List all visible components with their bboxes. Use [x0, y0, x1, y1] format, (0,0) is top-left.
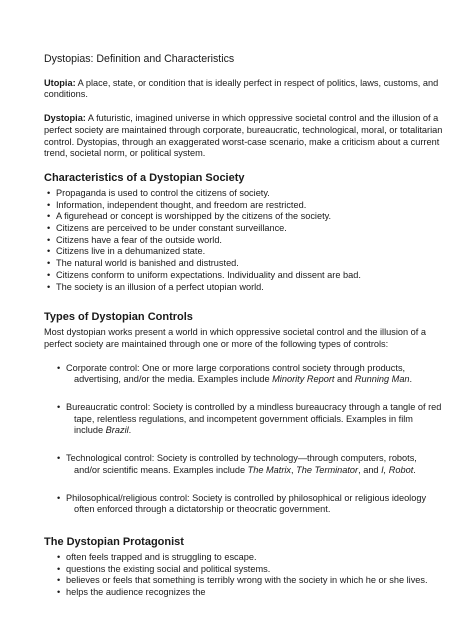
list-item-text: • questions the existing social and political systems. — [66, 563, 271, 574]
list-item — [44, 402, 444, 437]
utopia-text: A place, state, or condition that is ideally perfect in respect of politics, laws, customs, and conditions. — [44, 77, 439, 100]
controls-intro: Most dystopian works present a world in which oppressive societal control and the illusion of a perfect society are maintained through one or more of the following types of controls: — [44, 327, 426, 349]
list-item: • Citizens conform to uniform expectations. Individuality and dissent are bad. — [44, 270, 444, 282]
list-item: • Citizens have a fear of the outside world. — [44, 235, 444, 247]
control-text: and — [334, 374, 355, 385]
control-text: . — [128, 425, 132, 436]
list-item: • The natural world is banished and distrusted. — [44, 258, 444, 270]
control-text: Bureaucratic control: Society is controlled by a mindless bureaucracy through a tangle of red tape, relentless regulations, and incompetent government officials. Examples in film include — [66, 402, 442, 436]
list-item: • Information, independent thought, and freedom are restricted. — [44, 200, 444, 212]
film-title: The Matrix — [247, 464, 292, 475]
list-item — [44, 453, 444, 476]
list-item — [44, 363, 444, 386]
list-item-text: • believes or feels that something is terribly wrong with the society in which he or she lives. — [66, 575, 428, 586]
list-item: • Citizens live in a dehumanized state. — [44, 246, 444, 258]
document-body — [44, 54, 444, 599]
dystopia-text: A futuristic, imagined universe in which oppressive societal control and the illusion of a perfect society are maintained through corporate, bureaucratic, technological, moral, or totalitarian control. Dystopias, through an exaggerated worst-case scenario, make a criticism about a current trend, societal norm, or political system. — [44, 113, 443, 159]
list-item — [44, 552, 444, 564]
document-title: Dystopias: Definition and Characteristics — [44, 53, 235, 65]
film-title: I, Robot — [381, 464, 414, 475]
characteristics-heading: Characteristics of a Dystopian Society — [44, 171, 245, 184]
list-item: • Citizens are perceived to be under constant surveillance. — [44, 223, 444, 235]
list-item: • A figurehead or concept is worshipped by the citizens of the society. — [44, 211, 444, 223]
control-text: . — [413, 464, 416, 475]
protagonist-heading: The Dystopian Protagonist — [44, 535, 184, 548]
dystopia-definition — [44, 113, 444, 160]
control-text: , and — [358, 464, 382, 475]
controls-list — [44, 363, 444, 516]
control-text: Technological control: Society is controlled by technology—through computers, robots, and/or scientific means. Examples include — [66, 453, 417, 475]
list-item — [44, 564, 444, 576]
film-title: The Terminator — [296, 464, 359, 475]
control-text: , — [291, 464, 297, 475]
film-title: Minority Report — [272, 374, 335, 385]
list-item — [44, 493, 444, 516]
control-text: Philosophical/religious control: Society is controlled by philosophical or religious ideology often enforced through a dictatorship or theocratic government. — [66, 492, 427, 515]
list-item: • Propaganda is used to control the citizens of society. — [44, 188, 444, 200]
list-item: • The society is an illusion of a perfect utopian world. — [44, 282, 444, 294]
utopia-definition — [44, 78, 444, 101]
list-item-text: • helps the audience recognizes the — [66, 587, 206, 598]
film-title: Brazil — [105, 425, 129, 436]
control-text: . — [409, 374, 413, 385]
list-item-text: • often feels trapped and is struggling to escape. — [66, 551, 257, 562]
protagonist-list — [44, 552, 444, 599]
characteristics-list — [44, 188, 444, 293]
dystopia-term: Dystopia: — [44, 113, 86, 124]
control-text: Corporate control: One or more large corporations control society through products, advertising, and/or the media. Examples include — [66, 362, 406, 385]
film-title: Running Man — [354, 374, 410, 385]
list-item — [44, 575, 444, 587]
list-item — [44, 587, 444, 599]
controls-heading: Types of Dystopian Controls — [44, 311, 193, 324]
utopia-term: Utopia: — [44, 77, 76, 88]
